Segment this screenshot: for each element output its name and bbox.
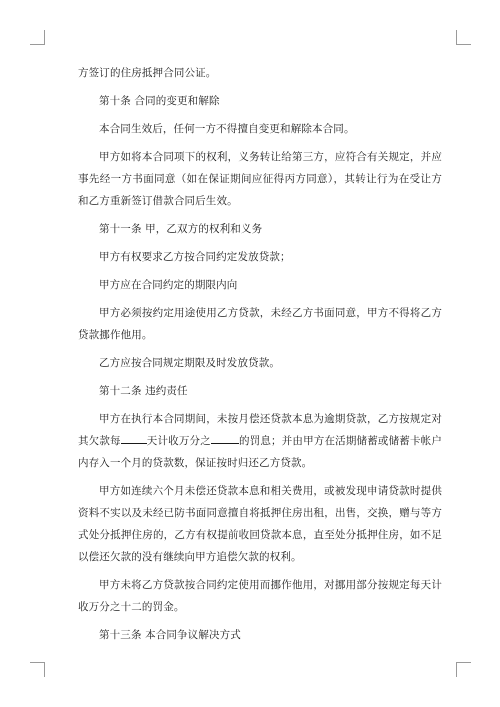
heading-article-12: 第十二条 违约责任: [99, 385, 188, 397]
heading-article-10: 第十条 合同的变更和解除: [99, 95, 220, 107]
crop-mark-top-right: [456, 30, 471, 45]
document-body: [78, 62, 442, 652]
overdue-text-part2: 天计收万分之: [146, 435, 211, 447]
heading-article-13: 第十三条 本合同争议解决方式: [99, 629, 241, 641]
heading-article-11: 第十一条 甲，乙双方的权利和义务: [99, 223, 263, 235]
paragraph-early-recall: 甲方如连续六个月未偿还贷款本息和相关费用，或被发现申请贷款时提供资料不实以及未经已防书面同意擅自将抵押住房出租，出售，交换，赠与等方式处分抵押住房的，乙方有权提前收回贷款本息，直至处分抵押住房，如不足以偿还欠款的没有继续向甲方追偿欠款的权利。: [78, 485, 442, 563]
crop-mark-bottom-right: [456, 662, 471, 677]
paragraph-notarization: 方签订的住房抵押合同公证。: [78, 67, 217, 79]
paragraph-no-unilateral-change: 本合同生效后，任何一方不得擅自变更和解除本合同。: [99, 123, 355, 135]
overdue-text-part1: 甲方在执行本合同期间，未按月偿还贷款本息为逾期贷款，乙方按规定对其欠款每: [78, 413, 442, 447]
overdue-text-part3: 的罚息；并由甲方在活期储蓄或储蓄卡帐户内存入一个月的贷款数，保证按时归还乙方贷款。: [78, 435, 442, 469]
crop-mark-top-left: [30, 30, 45, 45]
fill-blank-days[interactable]: [121, 432, 147, 444]
fill-blank-rate[interactable]: [211, 432, 239, 444]
paragraph-right-to-loan: 甲方有权要求乙方按合同约定发放贷款；: [99, 251, 291, 263]
paragraph-use-of-loan: 甲方必须按约定用途使用乙方贷款，未经乙方书面同意，甲方不得将乙方贷款挪作他用。: [78, 307, 442, 341]
paragraph-misuse-penalty: 甲方未将乙方贷款按合同约定使用而挪作他用，对挪用部分按规定每天计收万分之十二的罚金。: [78, 579, 442, 613]
paragraph-within-period: 甲方应在合同约定的期限内向: [99, 279, 238, 291]
paragraph-overdue-penalty: [78, 408, 442, 474]
paragraph-transfer-rights: 甲方如将本合同项下的权利，义务转让给第三方，应符合有关规定，并应事先经一方书面同意（如在保证期间应征得丙方同意），其转让行为在受让方和乙方重新签订借款合同后生效。: [78, 151, 442, 207]
paragraph-timely-release: 乙方应按合同规定期限及时发放贷款。: [99, 357, 281, 369]
crop-mark-bottom-left: [30, 662, 45, 677]
